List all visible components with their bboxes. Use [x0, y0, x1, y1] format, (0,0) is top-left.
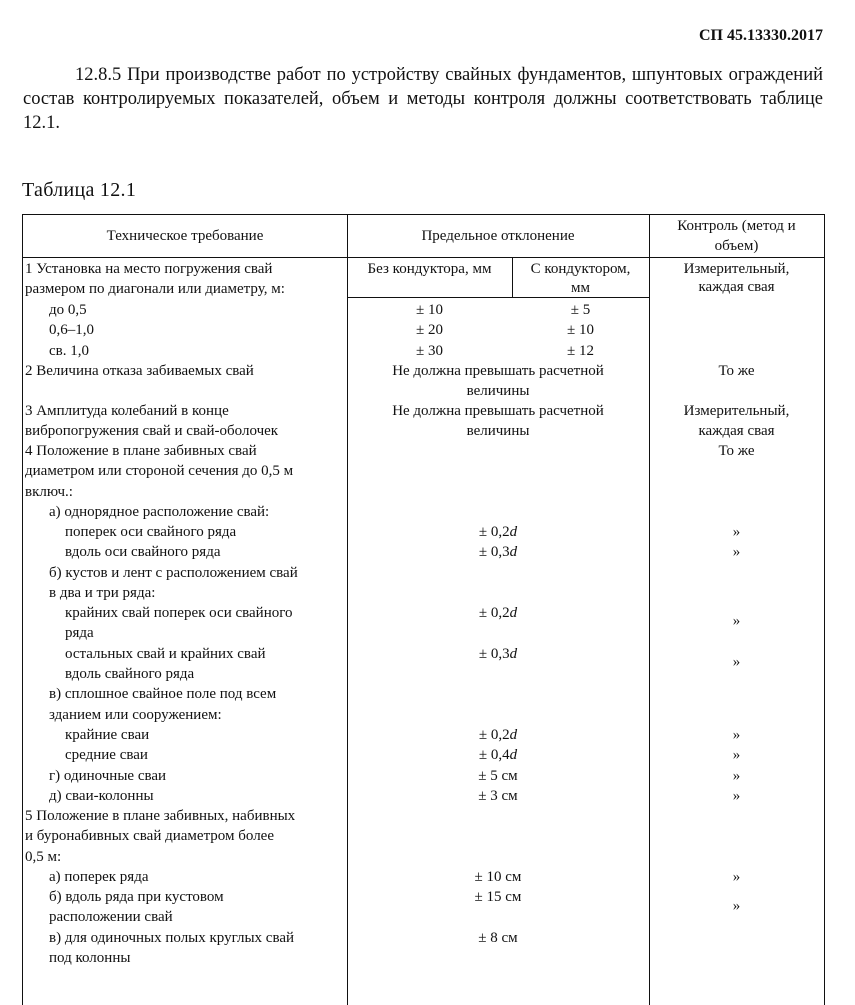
- paragraph-12-8-5: 12.8.5 При производстве работ по устройству свайных фундаментов, шпунтовых ограждений состав контролируемых показателей, объем и методы контроля должны соответствовать таблице 12.1.: [23, 65, 823, 133]
- row4-control: То же: [718, 443, 755, 459]
- row4d-deviation: ± 3 см: [478, 788, 518, 804]
- row4b1-control: »: [732, 613, 741, 629]
- row4b2-deviation: ± 0,3d: [478, 646, 518, 662]
- row4d-control: »: [732, 788, 741, 804]
- row1-c-no-conductor: ± 30: [416, 343, 443, 359]
- row4-text-line3: включ.:: [25, 484, 73, 500]
- header-divider: [23, 257, 824, 258]
- row4-text-line2: диаметром или стороной сечения до 0,5 м: [25, 463, 294, 479]
- subheader-with-conductor-line2: мм: [571, 280, 590, 296]
- row4a2-deviation: ± 0,3d: [478, 544, 518, 560]
- row4v-text-line2: зданием или сооружением:: [49, 707, 222, 723]
- row4a1-deviation: ± 0,2d: [478, 524, 518, 540]
- row4v1-text: крайние сваи: [65, 727, 150, 743]
- row5a-deviation: ± 10 см: [474, 869, 522, 885]
- row1-sub-b: 0,6–1,0: [49, 322, 94, 338]
- row5a-control: »: [732, 869, 741, 885]
- row4a-text: а) однорядное расположение свай:: [49, 504, 270, 520]
- row5b-text-line2: расположении свай: [49, 909, 173, 925]
- row4v2-text: средние сваи: [65, 747, 148, 763]
- row5b-text-line1: б) вдоль ряда при кустовом: [49, 889, 224, 905]
- row1-control-line1: Измерительный,: [683, 261, 790, 277]
- row1-b-with-conductor: ± 10: [567, 322, 594, 338]
- row4a1-text: поперек оси свайного ряда: [65, 524, 237, 540]
- row4a2-control: »: [732, 544, 741, 560]
- row4b1-text-line2: ряда: [65, 625, 94, 641]
- row4b-text-line2: в два и три ряда:: [49, 585, 156, 601]
- row4g-control: »: [732, 768, 741, 784]
- row4b2-text-line2: вдоль свайного ряда: [65, 666, 195, 682]
- row5b-control: »: [732, 898, 741, 914]
- row3-deviation-line2: величины: [466, 423, 530, 439]
- table-12-1: [22, 214, 825, 1005]
- header-control-line1: Контроль (метод и: [677, 218, 796, 234]
- row3-control-line1: Измерительный,: [683, 403, 790, 419]
- header-deviation: Предельное отклонение: [421, 228, 575, 244]
- subheader-with-conductor-line1: С кондуктором,: [530, 261, 631, 277]
- row5-text-line3: 0,5 м:: [25, 849, 62, 865]
- header-control-line2: объем): [714, 238, 759, 254]
- row3-text-line1: 3 Амплитуда колебаний в конце: [25, 403, 229, 419]
- table-caption: Таблица 12.1: [22, 179, 137, 201]
- document-code: СП 45.13330.2017: [699, 27, 823, 44]
- header-requirement: Техническое требование: [106, 228, 264, 244]
- row4a1-control: »: [732, 524, 741, 540]
- row4b-text-line1: б) кустов и лент с расположением свай: [49, 565, 298, 581]
- row4g-deviation: ± 5 см: [478, 768, 518, 784]
- row5v-text-line1: в) для одиночных полых круглых свай: [49, 930, 295, 946]
- row4g-text: г) одиночные сваи: [49, 768, 167, 784]
- row1-b-no-conductor: ± 20: [416, 322, 443, 338]
- row4v2-control: »: [732, 747, 741, 763]
- row3-text-line2: вибропогружения свай и свай-оболочек: [25, 423, 279, 439]
- row5v-text-line2: под колонны: [49, 950, 131, 966]
- row5-text-line2: и буронабивных свай диаметром более: [25, 828, 274, 844]
- row4d-text: д) сваи-колонны: [49, 788, 154, 804]
- row5a-text: а) поперек ряда: [49, 869, 149, 885]
- row4a2-text: вдоль оси свайного ряда: [65, 544, 221, 560]
- row2-deviation-line2: величины: [466, 383, 530, 399]
- row4-text-line1: 4 Положение в плане забивных свай: [25, 443, 257, 459]
- row1-c-with-conductor: ± 12: [567, 343, 594, 359]
- row1-sub-c: св. 1,0: [49, 343, 89, 359]
- row5b-deviation: ± 15 см: [474, 889, 522, 905]
- row5v-deviation: ± 8 см: [478, 930, 518, 946]
- row4v1-control: »: [732, 727, 741, 743]
- row4v2-deviation: ± 0,4d: [478, 747, 518, 763]
- row4b2-control: »: [732, 654, 741, 670]
- row5-text-line1: 5 Положение в плане забивных, набивных: [25, 808, 296, 824]
- row3-deviation-line1: Не должна превышать расчетной: [392, 403, 604, 419]
- row1-control-line2: каждая свая: [698, 279, 775, 295]
- row4v-text-line1: в) сплошное свайное поле под всем: [49, 686, 277, 702]
- row1-a-no-conductor: ± 10: [416, 302, 443, 318]
- subheader-no-conductor: Без кондуктора, мм: [367, 261, 492, 277]
- row1-text-line2: размером по диагонали или диаметру, м:: [25, 281, 285, 297]
- row4v1-deviation: ± 0,2d: [478, 727, 518, 743]
- row1-a-with-conductor: ± 5: [570, 302, 591, 318]
- row1-text-line1: 1 Установка на место погружения свай: [25, 261, 273, 277]
- row4b1-deviation: ± 0,2d: [478, 605, 518, 621]
- row4b1-text-line1: крайних свай поперек оси свайного: [65, 605, 293, 621]
- row4b2-text-line1: остальных свай и крайних свай: [65, 646, 266, 662]
- row3-control-line2: каждая свая: [698, 423, 775, 439]
- row2-control: То же: [718, 363, 755, 379]
- row2-text: 2 Величина отказа забиваемых свай: [25, 363, 254, 379]
- row2-deviation-line1: Не должна превышать расчетной: [392, 363, 604, 379]
- row1-sub-a: до 0,5: [49, 302, 87, 318]
